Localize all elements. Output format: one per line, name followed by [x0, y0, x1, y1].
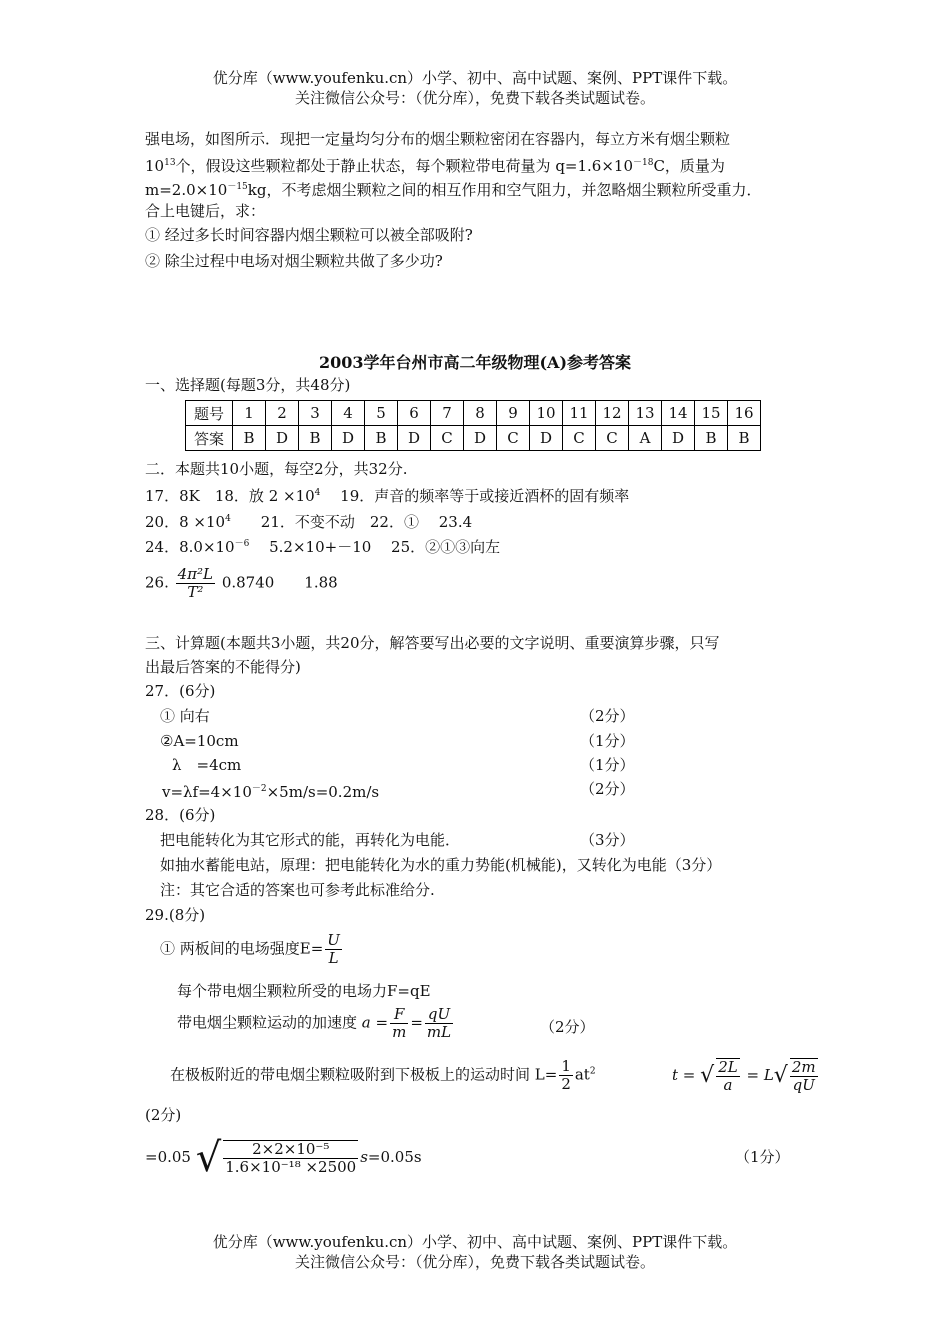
answer-cell: C: [563, 426, 596, 451]
intro-line-2: [145, 152, 725, 177]
answer-cell: C: [497, 426, 530, 451]
q27-score-1: （2分）: [580, 707, 635, 725]
table-row-label: 答案: [186, 426, 233, 451]
denominator: m: [392, 1023, 407, 1041]
q28-note: 注：其它合适的答案也可参考此标准给分.: [160, 881, 435, 899]
intro-question-1: ① 经过多长时间容器内烟尘颗粒可以被全部吸附?: [145, 226, 473, 244]
question-number-cell: 15: [695, 401, 728, 426]
q29-score-5: （1分）: [735, 1148, 790, 1166]
question-number-cell: 9: [497, 401, 530, 426]
header-line-2: 关注微信公众号：（优分库），免费下载各类试题试卷。: [294, 89, 655, 107]
q27-score-4: （2分）: [580, 780, 635, 798]
question-number-cell: 12: [596, 401, 629, 426]
question-number-cell: 14: [662, 401, 695, 426]
fraction-qU-over-mL: [425, 1006, 453, 1041]
answer-cell: D: [464, 426, 497, 451]
denominator: T²: [187, 583, 204, 601]
q27-answer-4: [162, 778, 379, 803]
intro-line-4: 合上电键后，求：: [145, 202, 266, 220]
text: ① 两板间的电场强度E=: [160, 939, 324, 958]
q29-heading: 29.(8分): [145, 906, 206, 924]
q28-score-1: （3分）: [580, 831, 635, 849]
fraction-4pi2L-over-T2: [176, 566, 215, 601]
numerator: 2m: [791, 1058, 816, 1076]
intro-line-1: 强电场，如图所示．现把一定量均匀分布的烟尘颗粒密闭在容器内，每立方米有烟尘颗粒: [145, 130, 731, 148]
text: 个，假设这些颗粒都处于静止状态，每个颗粒带电荷量为 q=1.6×10: [175, 157, 633, 175]
text: 5.2×10+－10 25．②①③向左: [249, 538, 501, 556]
q27-answer-1: ① 向右: [160, 707, 210, 725]
text: 21．不变不动 22．① 23.4: [230, 513, 473, 531]
answer-cell: A: [629, 426, 662, 451]
exponent: －6: [234, 539, 250, 549]
text: 24．8.0×10: [145, 538, 235, 556]
answer-cell: D: [398, 426, 431, 451]
unit: s: [360, 1148, 368, 1166]
text: at: [574, 1065, 590, 1084]
section-3-line-1: 三、计算题(本题共3小题，共20分，解答要写出必要的文字说明、重要演算步骤，只写: [145, 634, 720, 652]
question-number-cell: 1: [233, 401, 266, 426]
exponent: 13: [164, 158, 176, 168]
answer-17-19: [145, 482, 629, 507]
denominator: a: [723, 1076, 733, 1094]
answer-20-23: [145, 508, 472, 533]
intro-line-3: [145, 176, 761, 201]
text: 0.8740 1.88: [221, 573, 338, 592]
text: =0.05: [145, 1148, 191, 1166]
q28-heading: 28．(6分): [145, 806, 216, 824]
answer-table: [185, 400, 761, 451]
numerator: 2L: [718, 1058, 738, 1076]
intro-question-2: ② 除尘过程中电场对烟尘颗粒共做了多少功?: [145, 252, 443, 270]
text: 17．8K 18．放 2 ×10: [145, 487, 315, 505]
denominator: 2: [561, 1075, 571, 1093]
section-3-line-2: 出最后答案的不能得分): [145, 658, 301, 676]
footer-line-1: 优分库（www.youfenku.cn）小学、初中、高中试题、案例、PPT课件下载。: [212, 1233, 738, 1251]
answer-cell: B: [728, 426, 761, 451]
numerator: 2×2×10⁻⁵: [223, 1141, 358, 1159]
question-number-cell: 3: [299, 401, 332, 426]
question-number-cell: 16: [728, 401, 761, 426]
question-number-cell: 4: [332, 401, 365, 426]
question-number-cell: 2: [266, 401, 299, 426]
answer-cell: D: [266, 426, 299, 451]
q29-line-5: [145, 1135, 422, 1181]
page-title: 2003学年台州市高二年级物理(A)参考答案: [318, 353, 632, 372]
denominator: mL: [426, 1023, 452, 1041]
question-number-cell: 10: [530, 401, 563, 426]
text: m=2.0×10: [145, 181, 228, 199]
sqrt-sign: √: [700, 1063, 715, 1088]
q28-answer-2: 如抽水蓄能电站，原理：把电能转化为水的重力势能(机械能)，又转化为电能（3分）: [160, 856, 722, 874]
footer-line-2: 关注微信公众号：（优分库），免费下载各类试题试卷。: [294, 1253, 655, 1271]
text: =0.05s: [367, 1148, 422, 1166]
text: v=λf=4×10: [162, 783, 252, 801]
exponent: 4: [225, 514, 231, 524]
numerator: qU: [425, 1006, 453, 1024]
answer-cell: D: [530, 426, 563, 451]
numerator: F: [390, 1006, 408, 1024]
question-number-cell: 5: [365, 401, 398, 426]
fraction-2m-over-qU: [790, 1058, 818, 1094]
sqrt-sign: √: [195, 1135, 222, 1181]
q29-line-3: 带电烟尘颗粒运动的加速度 a = $\frac{F}{m}$ = $\frac{qU}{mL}$: [177, 1005, 452, 1041]
question-number-cell: 11: [563, 401, 596, 426]
answer-cell: C: [431, 426, 464, 451]
q29-line-4: [170, 1058, 596, 1093]
numerator: 1: [561, 1057, 571, 1075]
answer-cell: B: [365, 426, 398, 451]
answer-cell: B: [299, 426, 332, 451]
exponent: 4: [314, 488, 321, 498]
fraction-radicand: [223, 1140, 358, 1176]
numerator: U: [327, 931, 340, 949]
table-row-numbers: [186, 401, 761, 426]
exponent: －15: [227, 182, 248, 192]
text: = L: [746, 1066, 774, 1084]
question-number-cell: 6: [398, 401, 431, 426]
q28-answer-1: 把电能转化为其它形式的能，再转化为电能．: [160, 831, 461, 849]
q29-score-4: (2分): [145, 1106, 182, 1124]
denominator: qU: [792, 1076, 815, 1094]
answer-cell: B: [233, 426, 266, 451]
text: 在极板附近的带电烟尘颗粒吸附到下极板上的运动时间 L=: [170, 1065, 558, 1084]
answer-cell: D: [662, 426, 695, 451]
question-number-cell: 8: [464, 401, 497, 426]
answer-cell: C: [596, 426, 629, 451]
q29-time-formula: [672, 1058, 820, 1094]
question-number-cell: 7: [431, 401, 464, 426]
q27-score-3: （1分）: [580, 756, 635, 774]
exponent: －2: [251, 784, 267, 794]
variable: t =: [672, 1066, 696, 1084]
numerator: 4π²L: [177, 565, 214, 583]
q27-heading: 27．(6分): [145, 682, 216, 700]
exponent: 2: [589, 1066, 596, 1077]
text: 20．8 ×10: [145, 513, 226, 531]
q29-line-2: 每个带电烟尘颗粒所受的电场力F=qE: [177, 982, 431, 1000]
section-2-heading: 二．本题共10小题，每空2分，共32分.: [145, 460, 408, 478]
fraction-F-over-m: [390, 1006, 408, 1041]
text: 26.: [145, 573, 169, 592]
denominator: 1.6×10⁻¹⁸ ×2500: [225, 1158, 357, 1176]
q27-answer-2: ②A=10cm: [160, 732, 239, 750]
text: kg，不考虑烟尘颗粒之间的相互作用和空气阻力，并忽略烟尘颗粒所受重力．: [247, 181, 762, 199]
text: 19．声音的频率等于或接近酒杯的固有频率: [320, 487, 630, 505]
denominator: L: [328, 949, 339, 967]
table-row-label: 题号: [186, 401, 233, 426]
variable: a =: [361, 1013, 389, 1032]
answer-26: [145, 566, 338, 601]
q29-line-1: [160, 932, 344, 967]
table-row-answers: [186, 426, 761, 451]
text: C，质量为: [653, 157, 725, 175]
answer-24-25: [145, 533, 500, 558]
q27-score-2: （1分）: [580, 732, 635, 750]
answer-cell: B: [695, 426, 728, 451]
exponent: －18: [633, 158, 654, 168]
answer-cell: D: [332, 426, 365, 451]
text: 10: [145, 157, 165, 175]
q27-answer-3: λ =4cm: [172, 756, 242, 774]
header-line-1: 优分库（www.youfenku.cn）小学、初中、高中试题、案例、PPT课件下载。: [212, 69, 738, 87]
fraction-1-over-2: [559, 1058, 573, 1093]
text: ×5m/s=0.2m/s: [266, 783, 380, 801]
section-1-heading: 一、选择题(每题3分，共48分): [145, 376, 351, 394]
sqrt-sign: √: [773, 1063, 788, 1088]
q29-score-3: （2分）: [540, 1018, 595, 1036]
fraction-2L-over-a: [716, 1058, 740, 1094]
fraction-U-over-L: [325, 932, 342, 967]
text: 带电烟尘颗粒运动的加速度: [177, 1013, 358, 1032]
question-number-cell: 13: [629, 401, 662, 426]
